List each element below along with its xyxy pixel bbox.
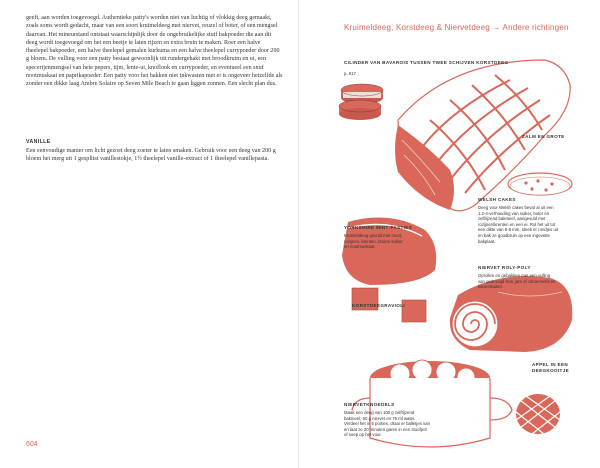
welsh-cakes-illustration [508,173,572,195]
welsh-description: Deeg voor Welsh cakes bevat al uit een 1:2-4-verhouding van suiker, boter en zelfrijzend bakmeel, aangevuld met rozijnen/krenten en een ei. Rol het uit tot een dikte van 6-8 mm, steek er rondjes uit en bak ze goudbruin op een ingevette bakplaat. [478,205,559,244]
rolypoly-description: Oprollen en gebakken met een vulling van gedroogd fruit, jam of citroenschil en kaneelsuiker. [478,273,556,290]
page-number: 604 [26,441,38,448]
apple-lattice-illustration [516,394,560,434]
vanille-text: Een eenvoudige manier om licht gezoet deeg zoeter te laten smaken. Gebruik voor een deeg van 200 g bloem het merg uit 1 gesplitst vanillestokje, 1½ theelepel vanille-extract of 1 theelepel vanillepasta. [26,148,276,163]
left-page [0,0,299,468]
label-appel: APPEL IN EEN DEEGKOOITJE [532,362,570,373]
page-title: Kruimeldeeg, Korstdeeg & Niervetdeeg → Andere richtingen [344,23,569,32]
label-knoedels: NIERVETKNOEDELS [344,402,395,407]
label-zalm: ZALM EN GROTE [522,134,565,139]
label-cilinder-ref: p. 617 [344,71,356,76]
knoedels-description: Maak een deeg van 100 g zelfrijzend bakmeel, 50 g niervet en 75 ml water. Verdeel het in 6 porties, draai er balletjes van en laat ze 20 minuten garen in een stoofpot of soep op het vuur. [344,410,430,438]
label-ravioli: KORSTDEEGRAVIOLI [352,303,405,308]
vanille-heading: VANILLE [26,139,51,145]
yorkshire-description: Kruimeldeeg gevuld met munt, rozijnen, krenten, bruine suiker en nootmuskaat. [344,233,403,250]
label-cilinder: CILINDER VAN BAVAROIS TUSSEN TWEE SCHIJVEN KORSTDEEG [344,60,509,65]
right-page [300,0,600,468]
cylinder-bavarois-illustration [339,84,383,120]
body-text: geeft, aan worden toegevoegd. Authentieke patty's worden niet van luchtig of vlokkig deeg gemaakt, zoals soms wordt gedacht, maar van een soort kruimeldeeg met niervet, reuzel of boter, of een mengsel daarvan. Het mineurstand ontstaat waarschijnlijk door de ongebruikelijke stuif bakpoeder die aan dit deeg wordt toegevoegd om het een beetje te laten rijzen en extra bruin te maken. Roer een halve theelepel bakpoeder, een halve theelepel gemalen kurkuma en een halve theelepel currypoeder door 200 g bloem. De vulling voor een patty bestaat gewoonlijk uit rundergehakt met broodkruim en ui, een specerijenmengsel van hete pepers, tijm, lente-ui, knoflook en currypoeder, en eventueel een snuf nootmuskaat en paprikapoeder. Een patty voor het bakken niet inkwasten met ei is ongeveer hetzelfde als zonder een dikke laag Ambre Solaire op Seven Mile Beach te gaan liggen zonnen. Een slecht plan dus. [26,15,283,88]
label-yorkshire: YORKSHIRE MINT PASTIES [344,225,413,230]
label-rolypoly: NIERVET ROLY-POLY [478,265,531,270]
label-welsh: WELSH CAKES [478,197,516,202]
